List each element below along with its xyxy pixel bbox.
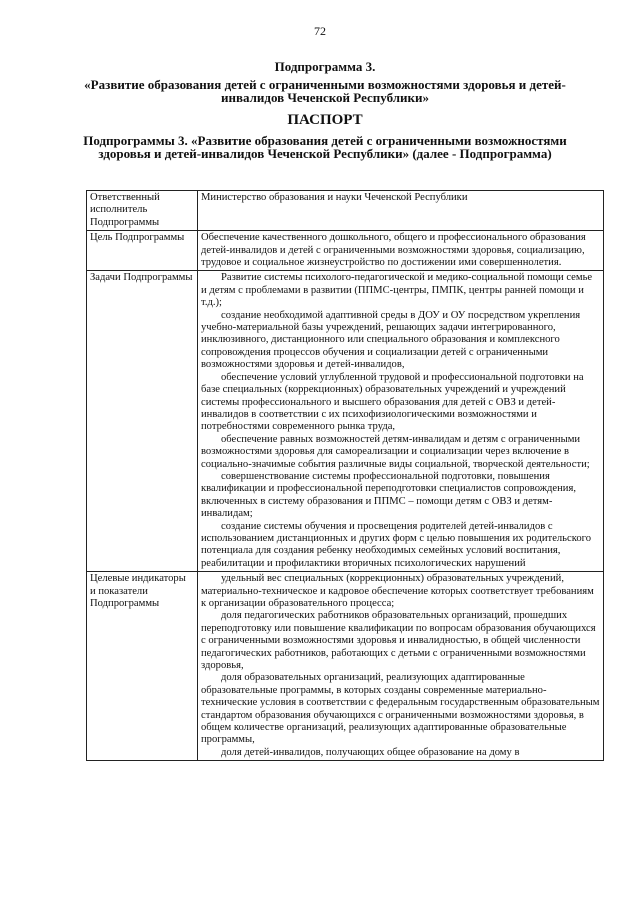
row-label-indicators: Целевые индикаторы и показатели Подпрограммы	[87, 572, 198, 761]
row-label-executor: Ответственный исполнитель Подпрограммы	[87, 191, 198, 231]
row-content-executor	[198, 191, 604, 231]
table-row-executor	[87, 191, 604, 231]
indicator-paragraph: удельный вес специальных (коррекционных) образовательных учреждений, материально-техническое и кадровое обеспечение которых соответствует требованиям к организации образовательного процесса;	[201, 573, 594, 609]
row-label-goal: Цель Подпрограммы	[87, 231, 198, 271]
page-number: 72	[314, 24, 326, 38]
row-label-tasks: Задачи Подпрограммы	[87, 271, 198, 572]
row-content-tasks	[198, 271, 604, 572]
goal-text: Обеспечение качественного дошкольного, общего и профессионального образования детей-инвалидов и детей с ограниченными возможностями здоровья, социализацию, трудовое и социальное жизнеустройство по достижении ими совершеннолетия.	[201, 232, 586, 269]
subprogram-title: «Развитие образования детей с ограниченными возможностями здоровья и детей-инвалидов Чеченской Республики»	[84, 77, 566, 105]
indicator-paragraph: доля педагогических работников образовательных организаций, прошедших переподготовку или повышение квалификации по вопросам образования обучающихся с ограниченными возможностями здоровья и инвалидностью, в общей численности педагогических работников, работающих с детьми с ограниченными возможностями здоровья,	[201, 610, 596, 672]
subprogram-heading: Подпрограмма 3.	[274, 59, 376, 74]
task-paragraph: Развитие системы психолого-педагогической и медико-социальной помощи семье и детям с проблемами в развитии (ППМС-центры, ПМПК, центры ранней помощи и т.д.);	[201, 272, 593, 309]
indicator-paragraph: доля образовательных организаций, реализующих адаптированные образовательные программы, в которых созданы современные материально-технические условия в соответствии с федеральным государственным образовательным стандартом образования обучающихся с ограниченными возможностями здоровья, в общем количестве организаций, реализующих адаптированные образовательные программы,	[201, 672, 600, 746]
passport-title: Подпрограммы 3. «Развитие образования детей с ограниченными возможностями здоровья и детей-инвалидов Чеченской Республики» (далее - Подпрограмма)	[83, 133, 567, 161]
table-row-indicators	[87, 572, 604, 761]
indicator-paragraph: доля детей-инвалидов, получающих общее образование на дому в	[221, 746, 520, 758]
task-paragraph: обеспечение условий углубленной трудовой и профессиональной подготовки на базе специальных (коррекционных) образовательных учреждений и учреждений системы профессионального и высшего образования для детей с ОВЗ и детей-инвалидов в соответствии с их психофизиологическими возможностями и потребностями современного рынка труда,	[201, 371, 584, 433]
row-content-goal	[198, 231, 604, 271]
task-paragraph: обеспечение равных возможностей детям-инвалидам и детям с ограниченными возможностями здоровья для самореализации и социализации через включение в социально-значимые события различные виды социальной, творческой деятельности;	[201, 433, 590, 470]
task-paragraph: создание системы обучения и просвещения родителей детей-инвалидов с использованием дистанционных и других форм с целью повышения их родительского потенциала для создания ребенку необходимых семейных условий воспитания, реабилитации и профилактики вторичных психологических нарушений	[201, 520, 591, 569]
executor-text: Министерство образования и науки Чеченской Республики	[201, 192, 468, 203]
row-content-indicators	[198, 572, 604, 761]
task-paragraph: создание необходимой адаптивной среды в ДОУ и ОУ посредством укрепления учебно-материальной базы учреждений, решающих задачи интегрированного, инклюзивного, дистанционного или специального образования и комплексного сопровождения процессов обучения и социализации детей с ограниченными возможностями здоровья и детей-инвалидов,	[201, 309, 581, 371]
task-paragraph: совершенствование системы профессиональной подготовки, повышения квалификации и профессиональной переподготовки специалистов сопровождения, включенных в систему образования и ППМС – помощи детям с ОВЗ и детям-инвалидам;	[201, 470, 576, 520]
table-row-goal	[87, 231, 604, 271]
table-row-tasks	[87, 271, 604, 572]
passport-heading: ПАСПОРТ	[287, 112, 363, 128]
passport-table	[86, 190, 604, 761]
